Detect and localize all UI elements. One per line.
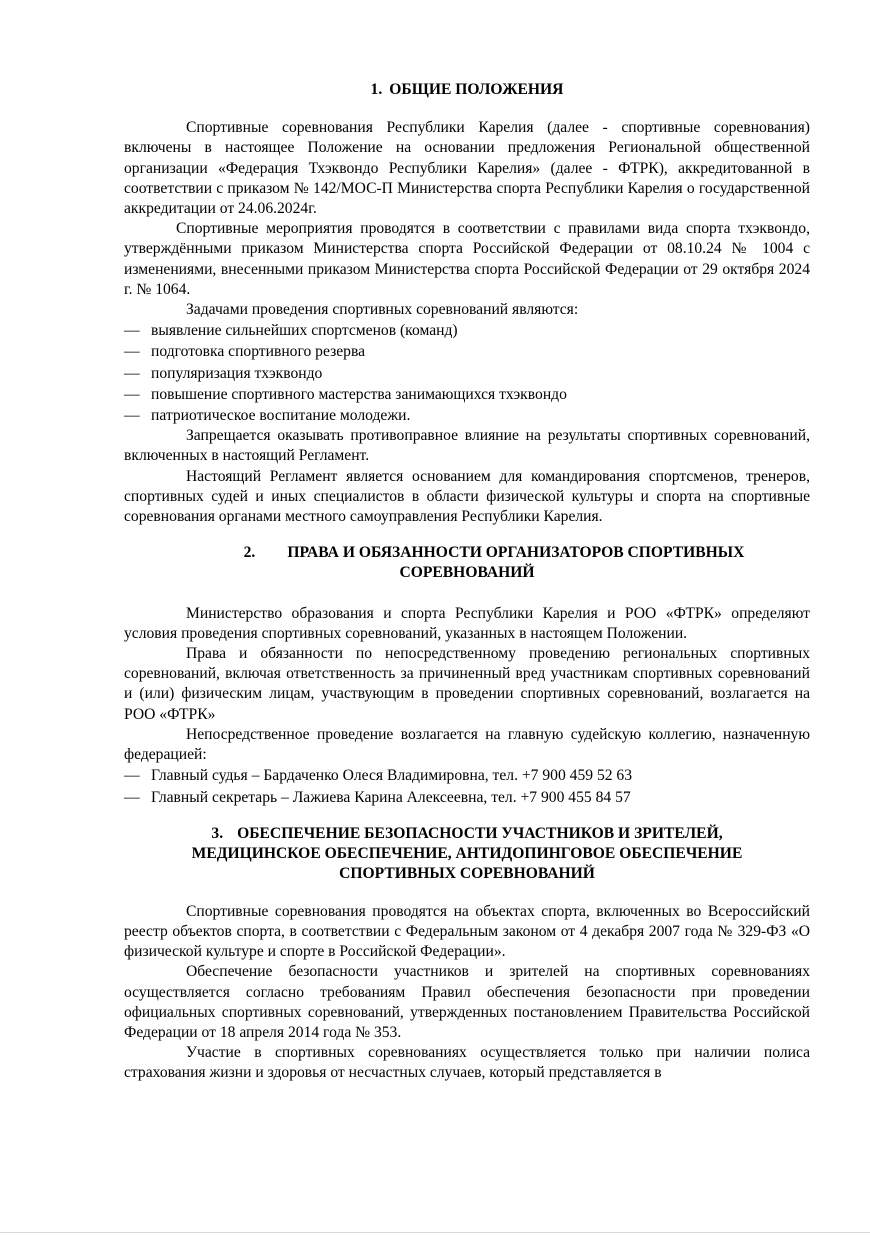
section-1-paragraph-2: Спортивные мероприятия проводятся в соответствии с правилами вида спорта тхэквондо, утверждёнными приказом Министерства спорта Российской Федерации от 08.10.24 № 1004 с изменениями, внесенными приказом Министерства спорта Российской Федерации от 29 октября 2024 г. № 1064. <box>124 220 810 298</box>
section-3-title-line-1 <box>124 824 810 844</box>
section-3-title-text-1: ОБЕСПЕЧЕНИЕ БЕЗОПАСНОСТИ УЧАСТНИКОВ И ЗРИТЕЛЕЙ, <box>237 824 723 842</box>
section-1-paragraph-3: Задачами проведения спортивных соревнований являются: <box>186 301 579 319</box>
list-item: — популяризация тхэквондо <box>124 363 810 384</box>
section-1-title: ОБЩИЕ ПОЛОЖЕНИЯ <box>389 81 564 98</box>
section-2-number: 2. <box>243 544 256 562</box>
list-item: — повышение спортивного мастерства занимающихся тхэквондо <box>124 384 810 405</box>
officials-list <box>124 765 810 807</box>
section-3-number: 3. <box>211 824 224 842</box>
section-2-title-line-2: СОРЕВНОВАНИЙ <box>399 564 535 582</box>
section-3-paragraph-1: Спортивные соревнования проводятся на объектах спорта, включенных во Всероссийский реестр объектов спорта, в соответствии с Федеральным законом от 4 декабря 2007 года № 329-ФЗ «О физической культуре и спорте в Российской Федерации». <box>124 902 810 961</box>
list-item: — Главный судья – Бардаченко Олеся Владимировна, тел. +7 900 459 52 63 <box>124 765 810 786</box>
list-item: — Главный секретарь – Лажиева Карина Алексеевна, тел. +7 900 455 84 57 <box>124 787 810 808</box>
list-item: — патриотическое воспитание молодежи. <box>124 405 810 426</box>
section-2-paragraph-3: Непосредственное проведение возлагается на главную судейскую коллегию, назначенную федерацией: <box>124 725 810 764</box>
section-3-title-line-3: СПОРТИВНЫХ СОРЕВНОВАНИЙ <box>339 864 595 882</box>
section-3-paragraph-3: Участие в спортивных соревнованиях осуществляется только при наличии полиса страхования жизни и здоровья от несчастных случаев, который представляется в <box>124 1044 810 1082</box>
section-3-heading <box>124 824 810 884</box>
section-3-title-line-2: МЕДИЦИНСКОЕ ОБЕСПЕЧЕНИЕ, АНТИДОПИНГОВОЕ ОБЕСПЕЧЕНИЕ <box>191 844 743 862</box>
section-1-number: 1. <box>370 81 383 98</box>
document-body <box>124 80 810 1084</box>
page-bottom-divider <box>0 1232 870 1233</box>
section-2-title-text-1: ПРАВА И ОБЯЗАННОСТИ ОРГАНИЗАТОРОВ СПОРТИВНЫХ <box>287 544 745 562</box>
section-2-paragraph-1: Министерство образования и спорта Республики Карелия и РОО «ФТРК» определяют условия проведения спортивных соревнований, указанных в настоящем Положении. <box>124 604 810 642</box>
tasks-list <box>124 320 810 426</box>
section-1-paragraph-1: Спортивные соревнования Республики Карелия (далее - спортивные соревнования) включены в настоящее Положение на основании предложения Региональной общественной организации «Федерация Тхэквондо Республики Карелия» (далее - ФТРК), аккредитованной в соответствии с приказом № 142/МОС-П Министерства спорта Республики Карелия о государственной аккредитации от 24.06.2024г. <box>124 119 810 218</box>
section-2-heading <box>124 543 810 583</box>
section-3-paragraph-2: Обеспечение безопасности участников и зрителей на спортивных соревнованиях осуществляется согласно требованиям Правил обеспечения безопасности при проведении официальных спортивных соревнований, утвержденных постановлением Правительства Российской Федерации от 18 апреля 2014 года № 353. <box>124 963 810 1041</box>
list-item: — подготовка спортивного резерва <box>124 341 810 362</box>
list-item: — выявление сильнейших спортсменов (команд) <box>124 320 810 341</box>
section-1-heading <box>124 80 810 100</box>
section-2-title-line-1 <box>124 543 810 563</box>
section-2-paragraph-2: Права и обязанности по непосредственному проведению региональных спортивных соревнований, включая ответственность за причиненный вред участникам спортивных соревнований и (или) физическим лицам, участвующим в проведении спортивных соревнований, возлагается на РОО «ФТРК» <box>124 645 810 723</box>
section-1-paragraph-5: Настоящий Регламент является основанием для командирования спортсменов, тренеров, спортивных судей и иных специалистов в области физической культуры и спорта на спортивные соревнования органами местного самоуправления Республики Карелия. <box>124 467 810 526</box>
section-1-paragraph-4: Запрещается оказывать противоправное влияние на результаты спортивных соревнований, включенных в настоящий Регламент. <box>124 427 810 465</box>
